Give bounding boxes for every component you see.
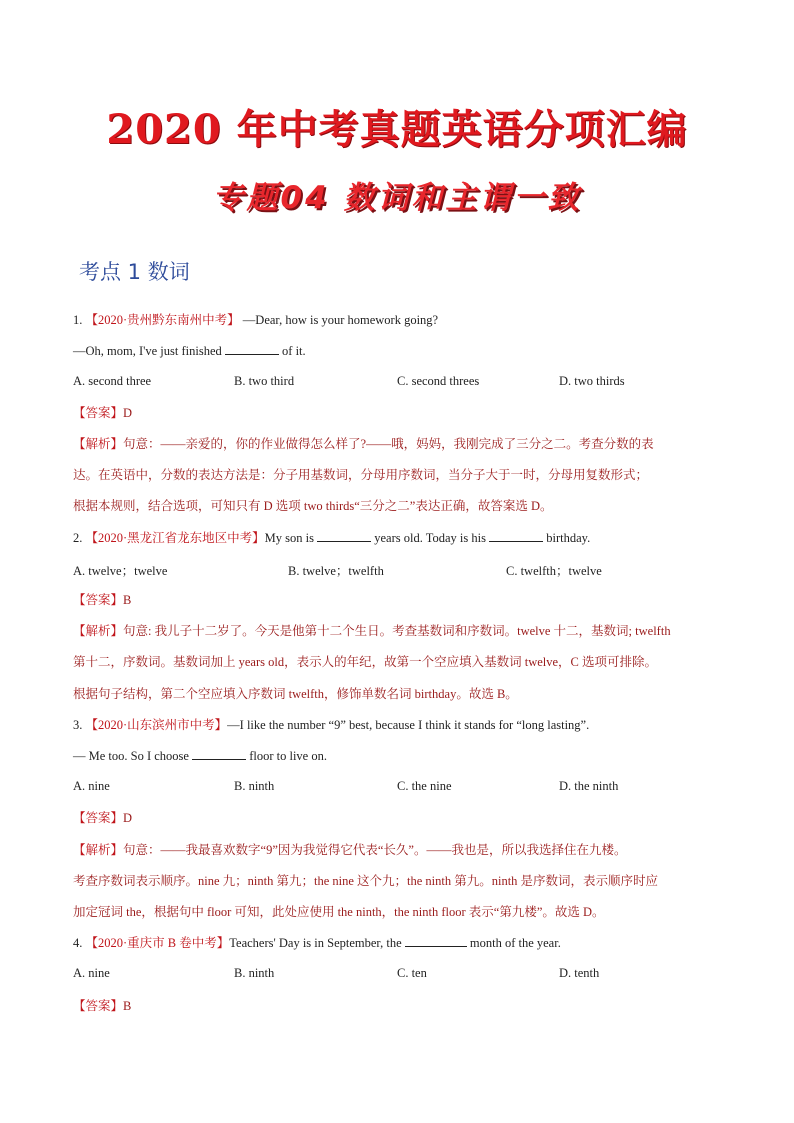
answer-label: 【答案】 bbox=[73, 999, 124, 1013]
option-d: D. the ninth bbox=[559, 779, 619, 793]
answer-label: 【答案】 bbox=[73, 593, 124, 607]
answer-line bbox=[73, 592, 131, 608]
section-heading: 考点 1 数词 bbox=[79, 260, 190, 284]
analysis-line bbox=[73, 842, 626, 858]
document-subtitle: 专题04 数词和主谓一致 bbox=[212, 180, 582, 216]
option-b: B. ninth bbox=[234, 966, 275, 980]
question-text: month of the year. bbox=[469, 936, 561, 950]
question-text: years old. Today is his bbox=[374, 531, 486, 545]
question-source: 【2020·山东滨州市中考】 bbox=[85, 718, 228, 732]
question-4-stem bbox=[73, 935, 561, 951]
question-1-stem bbox=[73, 312, 438, 328]
option-d: D. tenth bbox=[559, 966, 600, 980]
question-number: 4. bbox=[73, 936, 83, 950]
question-number: 3. bbox=[73, 718, 83, 732]
option-c: C. the nine bbox=[397, 779, 452, 793]
analysis-text: 达。在英语中，分数的表达方法是：分子用基数词，分母用序数词，当分子大于一时，分母用复数形式； bbox=[73, 468, 649, 482]
option-a: A. second three bbox=[73, 374, 152, 388]
analysis-line bbox=[73, 436, 654, 452]
question-1-stem-2 bbox=[73, 343, 306, 359]
answer-blank bbox=[489, 530, 543, 542]
answer-blank bbox=[405, 935, 467, 947]
answer-blank bbox=[225, 343, 279, 355]
option-c: C. ten bbox=[397, 966, 427, 980]
answer-blank bbox=[317, 530, 371, 542]
analysis-label: 【解析】 bbox=[73, 843, 124, 857]
option-c: C. twelfth；twelve bbox=[506, 564, 602, 578]
analysis-label: 【解析】 bbox=[73, 624, 124, 638]
question-3-stem-2 bbox=[73, 748, 327, 764]
question-text: —Oh, mom, I've just finished bbox=[73, 344, 222, 358]
option-b: B. two third bbox=[234, 374, 295, 388]
option-b: B. ninth bbox=[234, 779, 275, 793]
question-text: floor to live on. bbox=[249, 749, 327, 763]
answer-line bbox=[73, 998, 131, 1014]
question-3-stem bbox=[73, 717, 589, 733]
answer-line bbox=[73, 405, 132, 421]
question-text: Teachers' Day is in September, the bbox=[229, 936, 402, 950]
analysis-text: 考查序数词表示顺序。nine 九；ninth 第九；the nine 这个九；the ninth 第九。ninth 是序数词，表示顺序时应 bbox=[73, 874, 659, 888]
question-source: 【2020·贵州黔东南州中考】 bbox=[85, 313, 240, 327]
question-text: My son is bbox=[264, 531, 314, 545]
answer-value: B bbox=[123, 999, 132, 1013]
answer-blank bbox=[192, 748, 246, 760]
question-source: 【2020·重庆市 B 卷中考】 bbox=[85, 936, 230, 950]
answer-label: 【答案】 bbox=[73, 406, 124, 420]
analysis-label: 【解析】 bbox=[73, 437, 124, 451]
analysis-text: 根据句子结构，第二个空应填入序数词 twelfth，修饰单数名词 birthday。故选 B。 bbox=[73, 687, 518, 701]
answer-value: B bbox=[123, 593, 132, 607]
analysis-text: 句意：——我最喜欢数字“9”因为我觉得它代表“长久”。——我也是，所以我选择住在九楼。 bbox=[123, 843, 627, 857]
answer-line bbox=[73, 810, 132, 826]
analysis-text: 句意: 我儿子十二岁了。今天是他第十二个生日。考查基数词和序数词。twelve 十二，基数词; twelfth bbox=[123, 624, 671, 638]
question-number: 2. bbox=[73, 531, 83, 545]
answer-value: D bbox=[123, 811, 133, 825]
question-text: — Me too. So I choose bbox=[73, 749, 189, 763]
option-c: C. second threes bbox=[397, 374, 480, 388]
analysis-text: 句意：——亲爱的，你的作业做得怎么样了?——哦，妈妈，我刚完成了三分之二。考查分数的表 bbox=[123, 437, 654, 451]
analysis-text: 加定冠词 the，根据句中 floor 可知，此处应使用 the ninth，the ninth floor 表示“第九楼”。故选 D。 bbox=[73, 905, 605, 919]
question-text: birthday. bbox=[546, 531, 591, 545]
question-2-stem bbox=[73, 530, 590, 546]
option-a: A. twelve；twelve bbox=[73, 564, 168, 578]
option-a: A. nine bbox=[73, 779, 110, 793]
analysis-text: 根据本规则，结合选项，可知只有 D 选项 two thirds“三分之二”表达正确，故答案选 D。 bbox=[73, 499, 553, 513]
question-text: —I like the number “9” best, because I think it stands for “long lasting”. bbox=[227, 718, 590, 732]
document-title: 2020 年中考真题英语分项汇编 bbox=[106, 106, 688, 153]
answer-label: 【答案】 bbox=[73, 811, 124, 825]
question-text: of it. bbox=[282, 344, 306, 358]
answer-value: D bbox=[123, 406, 133, 420]
analysis-line bbox=[73, 623, 671, 639]
analysis-text: 第十二，序数词。基数词加上 years old，表示人的年纪，故第一个空应填入基数词 twelve，C 选项可排除。 bbox=[73, 655, 658, 669]
question-number: 1. bbox=[73, 313, 83, 327]
question-source: 【2020·黑龙江省龙东地区中考】 bbox=[85, 531, 265, 545]
option-d: D. two thirds bbox=[559, 374, 625, 388]
option-b: B. twelve；twelfth bbox=[288, 564, 384, 578]
question-text: —Dear, how is your homework going? bbox=[242, 313, 439, 327]
option-a: A. nine bbox=[73, 966, 110, 980]
